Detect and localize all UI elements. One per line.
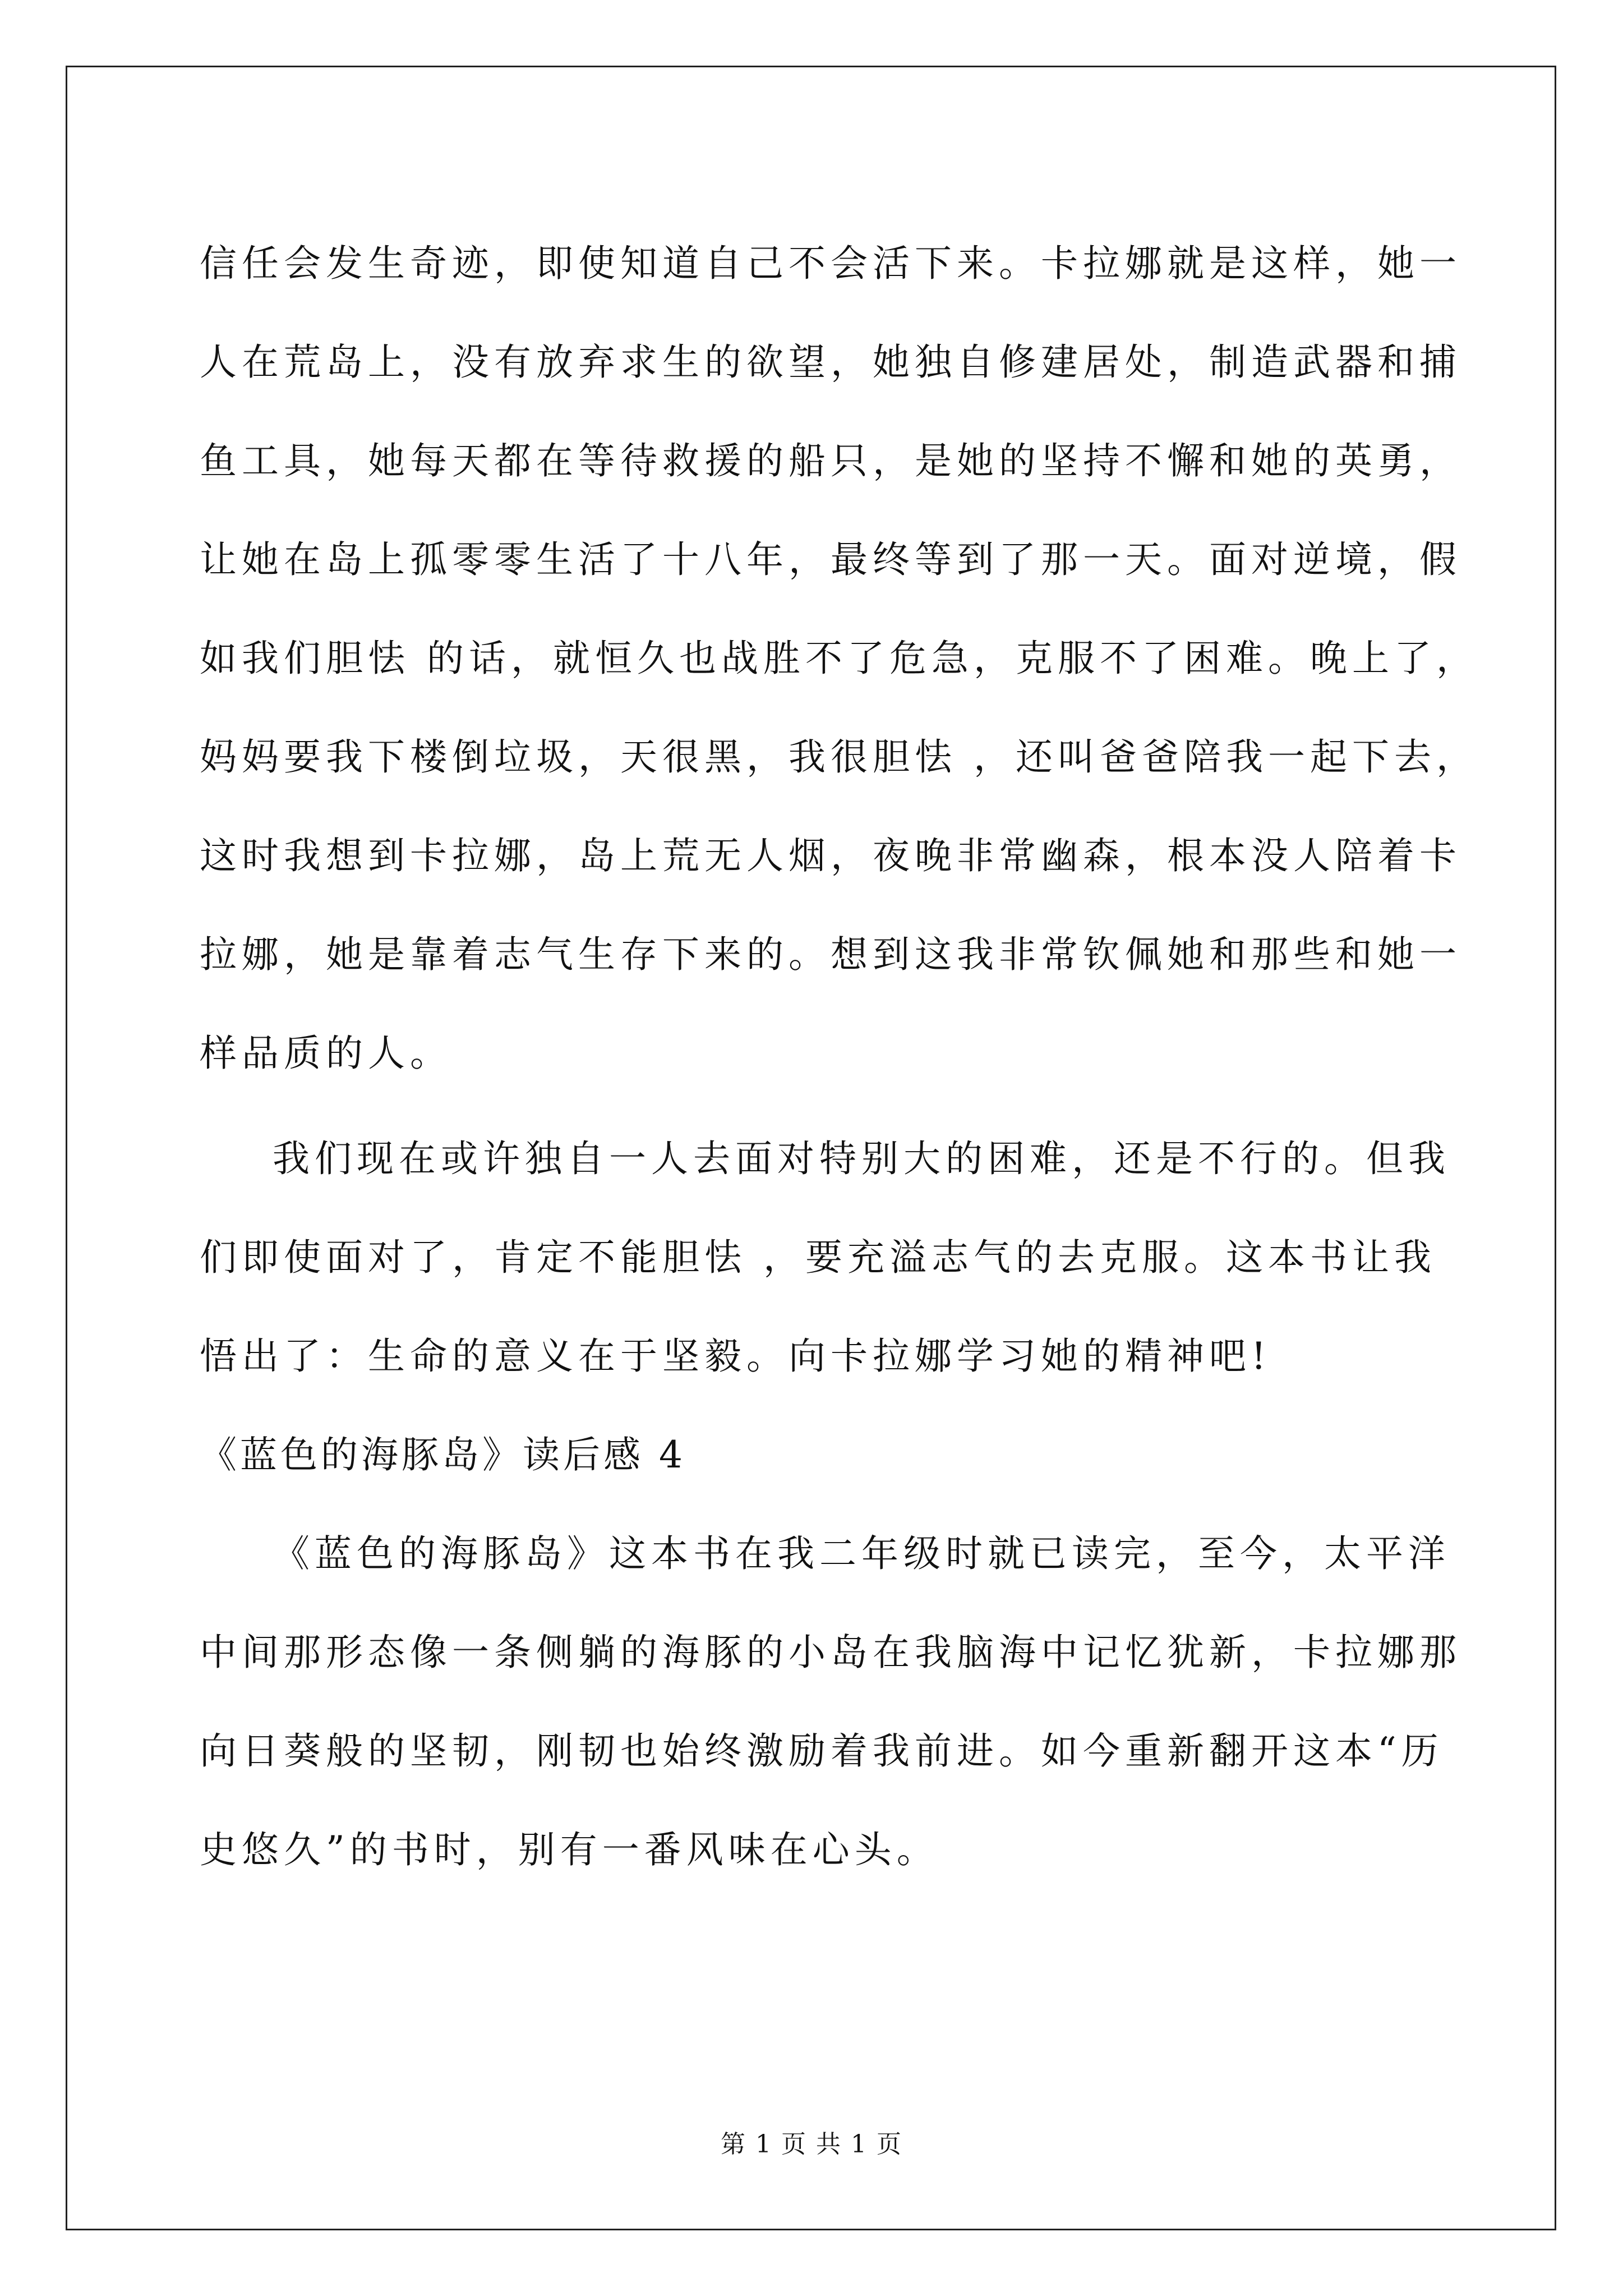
document-body xyxy=(200,214,1478,1899)
text-line: 向日葵般的坚韧，刚韧也始终激励着我前进。如今重新翻开这本“历 xyxy=(200,1729,1444,1773)
text-line: 悟出了：生命的意义在于坚毅。向卡拉娜学习她的精神吧! xyxy=(200,1335,1271,1378)
text-line: 史悠久”的书时，别有一番风味在心头。 xyxy=(200,1828,939,1871)
text-line: 们即使面对了，肯定不能胆怯 ，要充溢志气的去克服。这本书让我 xyxy=(200,1236,1436,1279)
text-line: 人在荒岛上，没有放弃求生的欲望，她独自修建居处，制造武器和捕 xyxy=(200,341,1461,384)
text-line: 信任会发生奇迹，即使知道自己不会活下来。卡拉娜就是这样，她一 xyxy=(200,242,1461,285)
text-line: 这时我想到卡拉娜，岛上荒无人烟，夜晚非常幽森，根本没人陪着卡 xyxy=(200,834,1461,877)
paragraph-first-line: 我们现在或许独自一人去面对特别大的困难，还是不行的。但我 xyxy=(273,1137,1450,1180)
text-line: 妈妈要我下楼倒垃圾，天很黑，我很胆怯 ，还叫爸爸陪我一起下去， xyxy=(200,735,1478,779)
section-heading: 《蓝色的海豚岛》读后感 4 xyxy=(200,1433,686,1476)
page-footer: 第 1 页 共 1 页 xyxy=(721,2130,902,2159)
text-line: 如我们胆怯 的话，就恒久也战胜不了危急，克服不了困难。晚上了， xyxy=(200,637,1478,680)
text-line: 让她在岛上孤零零生活了十八年，最终等到了那一天。面对逆境，假 xyxy=(200,538,1461,581)
text-line: 样品质的人。 xyxy=(200,1032,452,1075)
paragraph-first-line: 《蓝色的海豚岛》这本书在我二年级时就已读完，至今，太平洋 xyxy=(273,1532,1450,1575)
text-line: 拉娜，她是靠着志气生存下来的。想到这我非常钦佩她和那些和她一 xyxy=(200,933,1461,976)
text-line: 鱼工具，她每天都在等待救援的船只，是她的坚持不懈和她的英勇， xyxy=(200,439,1461,482)
text-line: 中间那形态像一条侧躺的海豚的小岛在我脑海中记忆犹新，卡拉娜那 xyxy=(200,1631,1461,1674)
